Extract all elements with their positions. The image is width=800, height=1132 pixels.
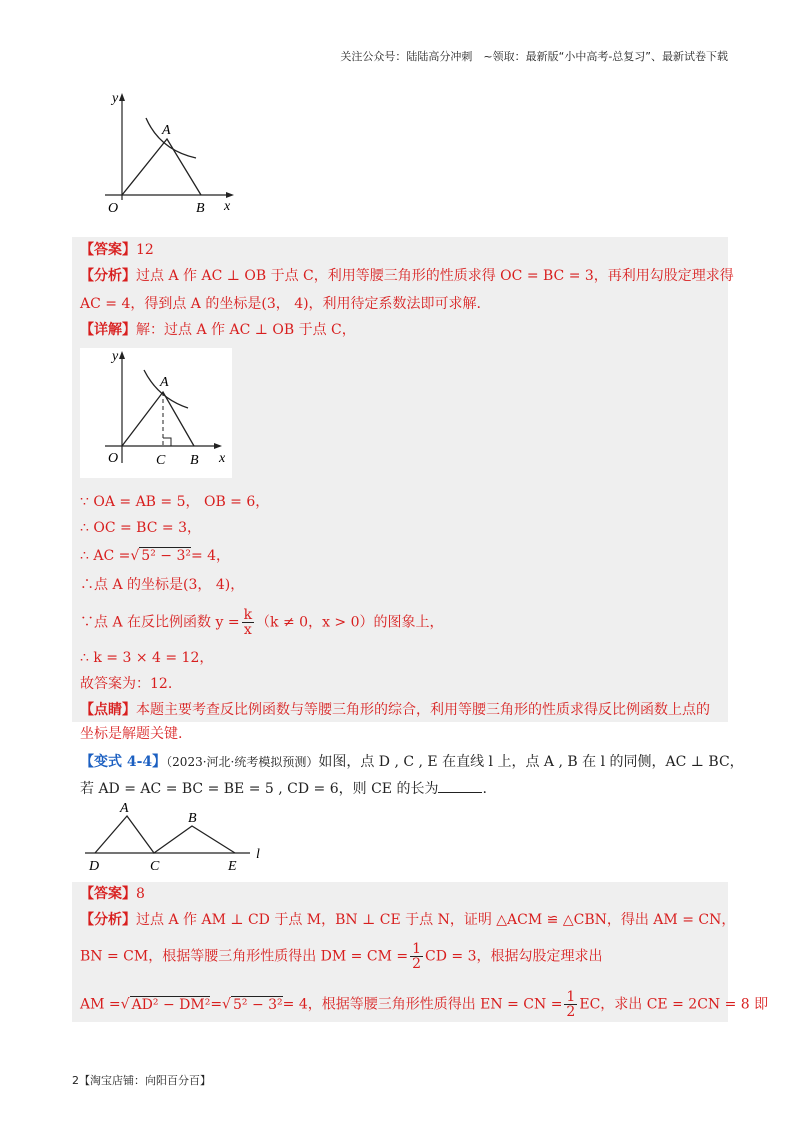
point-b-label: B: [188, 811, 197, 826]
figure-2-graph: [80, 348, 232, 482]
q1-comment-line-2: 坐标是解题关键.: [80, 726, 183, 742]
q1-step-2: ∴ OC = BC = 3，: [80, 520, 201, 536]
q1-step-5: ∵点 A 在反比例函数 y = $\frac{k}{x}$ （k ≠ 0，x > 0）的图象上，: [80, 607, 444, 638]
line-l-label: l: [256, 847, 260, 862]
point-a-label: A: [160, 375, 169, 390]
q1-step-4: ∴点 A 的坐标是(3， 4)，: [80, 577, 245, 593]
q2-analysis-line-2: BN = CM，根据等腰三角形性质得出 DM = CM = $\frac{1}{2}$ CD = 3，根据勾股定理求出: [80, 941, 603, 972]
figure-1-graph: [100, 90, 240, 219]
y-axis-label: y: [112, 91, 119, 106]
origin-label: O: [108, 451, 119, 466]
q1-step-6: ∴ k = 3 × 4 = 12，: [80, 650, 214, 666]
point-e-label: E: [228, 859, 237, 874]
q2-answer-line: 【答案】8: [80, 886, 145, 902]
answer-blank: [438, 778, 482, 793]
q1-answer-line: 【答案】12: [80, 242, 154, 258]
q1-analysis-line-2: AC = 4，得到点 A 的坐标是(3， 4)，利用待定系数法即可求解.: [80, 296, 482, 312]
y-axis-label: y: [112, 349, 119, 364]
point-a-label: A: [120, 801, 129, 816]
q2-stem-line-2: 若 AD = AC = BC = BE = 5 , CD = 6，则 CE 的长为 .: [80, 778, 487, 799]
fraction-one-half: $\frac{1}{2}$: [412, 941, 422, 972]
q2-analysis-line-3: AM =√ AD² − DM²=√ 5² − 3²= 4，根据等腰三角形性质得出 EN = CN = $\frac{1}{2}$ EC，求出 CE = 2CN = 8 即: [80, 989, 769, 1020]
q1-comment-line-1: 【点睛】本题主要考查反比例函数与等腰三角形的综合，利用等腰三角形的性质求得反比例函数上点的: [80, 702, 710, 718]
q1-step-3: ∴ AC =√ 5² − 3²= 4，: [80, 548, 231, 564]
page-footer: 2【淘宝店铺：向阳百分百】: [72, 1074, 211, 1087]
q1-step-1: ∵ OA = AB = 5， OB = 6，: [80, 494, 270, 510]
q1-detail-line: 【详解】解：过点 A 作 AC ⊥ OB 于点 C，: [80, 322, 356, 338]
point-c-label: C: [150, 859, 160, 874]
fraction-one-half: $\frac{1}{2}$: [566, 989, 576, 1020]
q2-analysis-line-1: 【分析】过点 A 作 AM ⊥ CD 于点 M，BN ⊥ CE 于点 N，证明 △ACM ≌ △CBN，得出 AM = CN，: [80, 912, 736, 928]
point-c-label: C: [156, 453, 166, 468]
fraction-k-over-x: $\frac{k}{x}$: [243, 607, 253, 638]
point-d-label: D: [89, 859, 100, 874]
point-a-label: A: [162, 123, 171, 138]
q2-stem-line-1: 【变式 4-4】（2023·河北·统考模拟预测）如图，点 D , C , E 在直线 l 上，点 A , B 在 l 的同侧，AC ⊥ BC，: [80, 754, 744, 770]
x-axis-label: x: [219, 451, 226, 466]
point-b-label: B: [196, 201, 205, 215]
page-header: 关注公众号：陆陆高分冲刺 ~领取：最新版“小中高考-总复习”、最新试卷下载: [340, 50, 728, 63]
figure-3-diagram: [80, 800, 270, 879]
q1-analysis-line-1: 【分析】过点 A 作 AC ⊥ OB 于点 C，利用等腰三角形的性质求得 OC = BC = 3，再利用勾股定理求得: [80, 268, 734, 284]
point-b-label: B: [190, 453, 199, 468]
origin-label: O: [108, 201, 119, 215]
q1-step-7: 故答案为：12.: [80, 676, 173, 692]
x-axis-label: x: [224, 199, 231, 214]
